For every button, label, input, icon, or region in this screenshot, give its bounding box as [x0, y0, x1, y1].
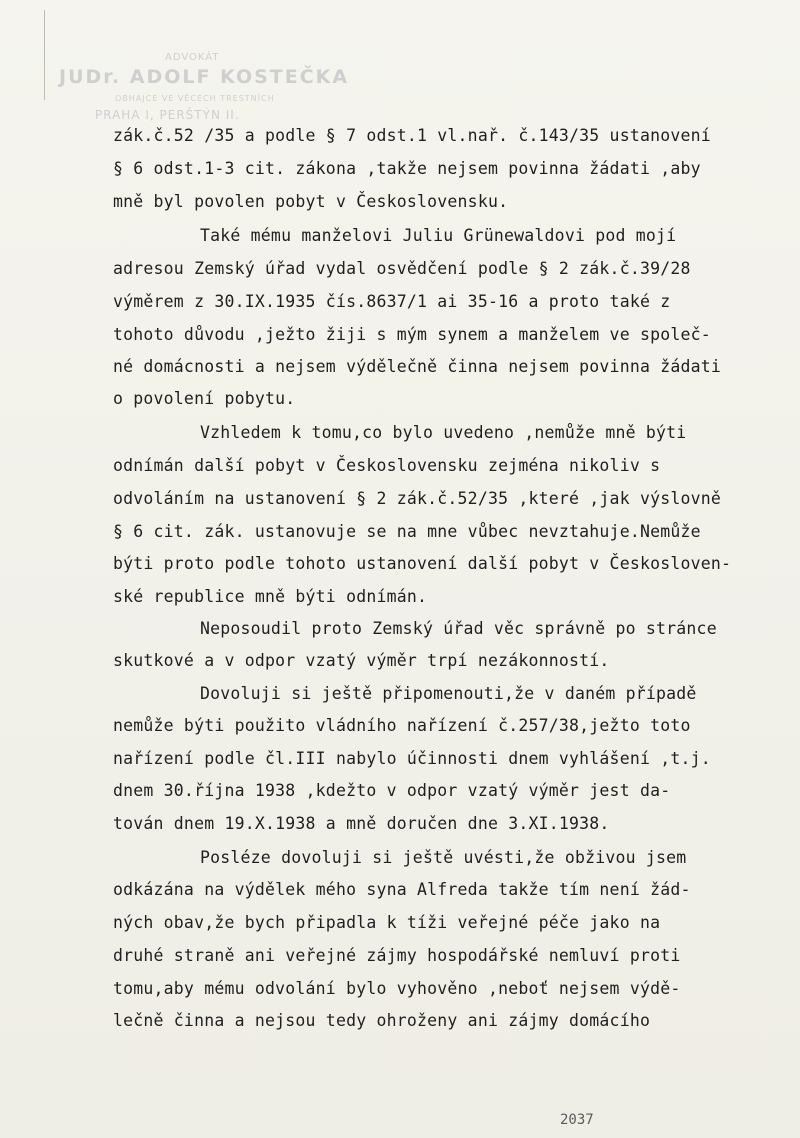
text-line: zák.č.52 /35 a podle § 7 odst.1 vl.nař. č.143/35 ustanovení [113, 126, 711, 145]
text-line: tován dnem 19.X.1938 a mně doručen dne 3.XI.1938. [113, 814, 610, 833]
text-line: Dovoluji si ještě připomenouti,že v daném případě [200, 684, 697, 703]
text-line: ské republice mně býti odnímán. [113, 587, 428, 606]
text-line: o povolení pobytu. [113, 389, 296, 408]
text-line: Neposoudil proto Zemský úřad věc správně po stránce [200, 619, 717, 638]
text-line: dnem 30.října 1938 ,kdežto v odpor vzatý výměr jest da- [113, 781, 671, 800]
text-line: Také mému manželovi Juliu Grünewaldovi pod mojí [200, 226, 677, 245]
text-line: adresou Zemský úřad vydal osvědčení podle § 2 zák.č.39/28 [113, 259, 691, 278]
stamp-line-2: JUDr. ADOLF KOSTEČKA [59, 66, 350, 88]
stamp-line-1: ADVOKÁT [165, 52, 220, 63]
stamp-line-3: OBHÁJCE VE VĚCECH TRESTNÍCH [115, 94, 275, 103]
stamp-line-4: PRAHA I, PERŠTÝN II. [95, 108, 240, 122]
page-number-stamp: 2037 [560, 1112, 594, 1128]
text-line: né domácnosti a nejsem výdělečně činna nejsem povinna žádati [113, 357, 722, 376]
text-line: tohoto důvodu ,ježto žiji s mým synem a manželem ve společ- [113, 325, 711, 344]
text-line: tomu,aby mému odvolání bylo vyhověno ,neboť nejsem výdě- [113, 979, 681, 998]
text-line: odvoláním na ustanovení § 2 zák.č.52/35 ,které ,jak výslovně [113, 489, 722, 508]
text-line: odnímán další pobyt v Československu zejména nikoliv s [113, 456, 661, 475]
text-line: nemůže býti použito vládního nařízení č.257/38,ježto toto [113, 716, 691, 735]
text-line: § 6 odst.1-3 cit. zákona ,takže nejsem povinna žádati ,aby [113, 159, 701, 178]
text-line: nařízení podle čl.III nabylo účinnosti dnem vyhlášení ,t.j. [113, 749, 711, 768]
text-line: Vzhledem k tomu,co bylo uvedeno ,nemůže mně býti [200, 423, 687, 442]
text-line: Posléze dovoluji si ještě uvésti,že obživou jsem [200, 848, 687, 867]
text-line: výměrem z 30.IX.1935 čís.8637/1 ai 35-16 a proto také z [113, 292, 671, 311]
text-line: mně byl povolen pobyt v Československu. [113, 192, 509, 211]
text-line: býti proto podle tohoto ustanovení další pobyt v Českosloven- [113, 554, 732, 573]
text-line: odkázána na výdělek mého syna Alfreda takže tím není žád- [113, 880, 691, 899]
text-line: § 6 cit. zák. ustanovuje se na mne vůbec nevztahuje.Nemůže [113, 522, 701, 541]
text-line: skutkové a v odpor vzatý výměr trpí nezákonností. [113, 651, 610, 670]
text-line: lečně činna a nejsou tedy ohroženy ani zájmy domácího [113, 1011, 651, 1030]
text-line: druhé straně ani veřejné zájmy hospodářské nemluví proti [113, 946, 681, 965]
text-line: ných obav,že bych připadla k tíži veřejné péče jako na [113, 913, 661, 932]
